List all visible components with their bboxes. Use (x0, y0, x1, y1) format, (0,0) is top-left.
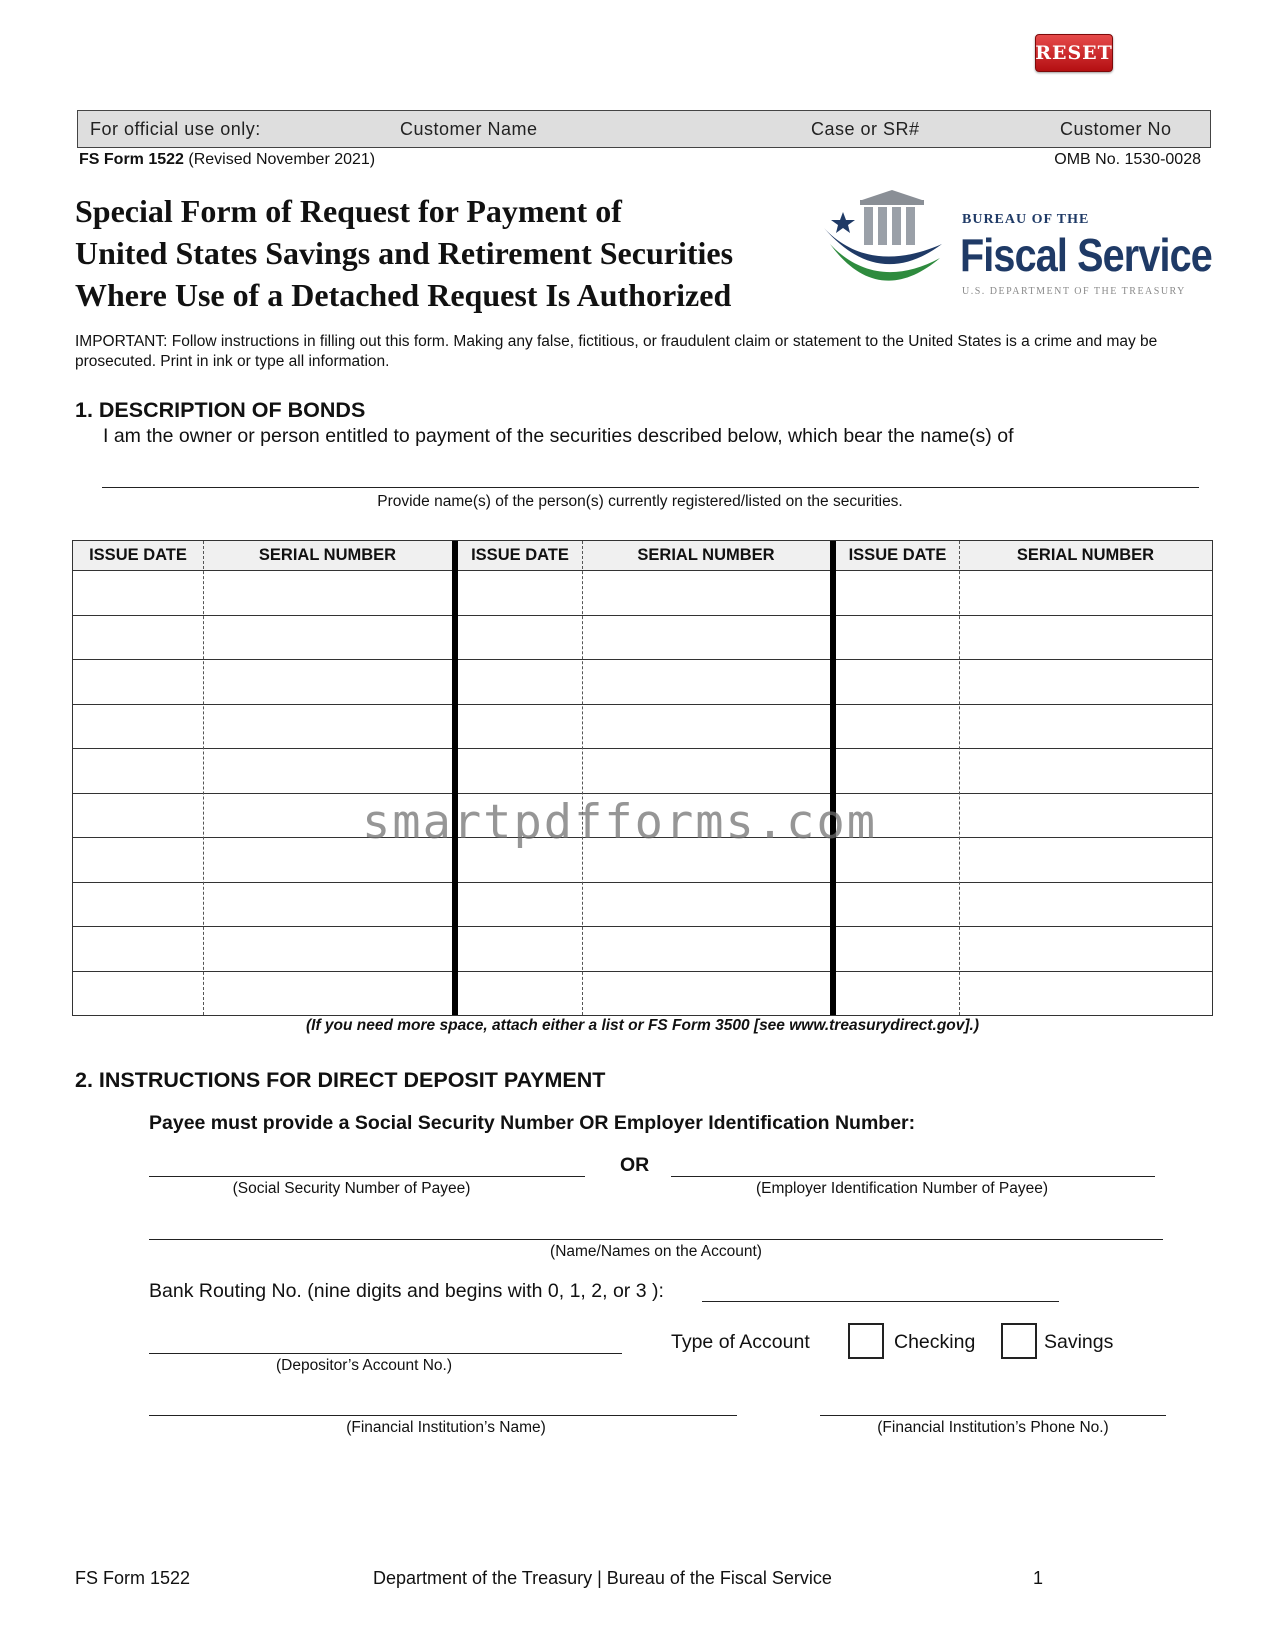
section-1-heading: 1. DESCRIPTION OF BONDS (75, 398, 366, 422)
form-id: FS Form 1522 (79, 151, 184, 168)
title-line-3: Where Use of a Detached Request Is Authorized (75, 277, 732, 313)
column-divider (203, 541, 204, 1015)
column-header-issue-date-1: ISSUE DATE (73, 541, 203, 571)
page-number: 1 (1033, 1568, 1044, 1588)
savings-label: Savings (1044, 1331, 1114, 1353)
form-id-line (79, 151, 375, 169)
owner-statement: I am the owner or person entitled to payment of the securities described below, which bear the name(s) of (103, 425, 1014, 447)
registered-names-line[interactable] (102, 487, 1199, 488)
column-divider (582, 541, 583, 1015)
table-row-divider (73, 926, 1212, 927)
depositor-caption: (Depositor’s Account No.) (275, 1357, 453, 1374)
star-icon (831, 212, 855, 233)
reset-button[interactable]: RESET (1035, 34, 1113, 72)
logo-fiscal-text: Fiscal Service (960, 229, 1212, 281)
savings-checkbox[interactable] (1001, 1323, 1037, 1359)
column-header-issue-date-2: ISSUE DATE (458, 541, 582, 571)
financial-institution-phone-field[interactable] (820, 1415, 1166, 1416)
omb-number: OMB No. 1530-0028 (1054, 151, 1201, 168)
footer-form-id: FS Form 1522 (75, 1568, 191, 1588)
ssn-field[interactable] (149, 1176, 585, 1177)
customer-name-field[interactable]: Customer Name (400, 119, 538, 139)
title-line-1: Special Form of Request for Payment of (75, 193, 622, 229)
section-2-heading: 2. INSTRUCTIONS FOR DIRECT DEPOSIT PAYMENT (75, 1068, 606, 1092)
or-label: OR (620, 1154, 650, 1176)
table-row-divider (73, 615, 1212, 616)
official-use-label: For official use only: (90, 119, 261, 139)
footer-department: Department of the Treasury | Bureau of the Fiscal Service (373, 1568, 832, 1588)
columns-building-icon (860, 190, 924, 245)
registered-names-caption: Provide name(s) of the person(s) currently registered/listed on the securities. (377, 493, 903, 510)
column-header-serial-number-3: SERIAL NUMBER (959, 541, 1212, 571)
official-use-bar (77, 110, 1211, 148)
payee-instruction: Payee must provide a Social Security Number OR Employer Identification Number: (149, 1112, 916, 1134)
logo-dept-text: U.S. DEPARTMENT OF THE TREASURY (962, 286, 1186, 297)
table-row-divider (73, 748, 1212, 749)
routing-number-field[interactable] (702, 1301, 1059, 1302)
column-group-divider (830, 541, 836, 1015)
table-row-divider (73, 971, 1212, 972)
account-names-caption: (Name/Names on the Account) (550, 1243, 762, 1260)
ein-field[interactable] (671, 1176, 1155, 1177)
bonds-table (72, 540, 1213, 1016)
column-divider (959, 541, 960, 1015)
routing-label: Bank Routing No. (nine digits and begins with 0, 1, 2, or 3 ): (149, 1280, 664, 1302)
column-header-issue-date-3: ISSUE DATE (836, 541, 959, 571)
checking-checkbox[interactable] (848, 1323, 884, 1359)
ssn-caption: (Social Security Number of Payee) (232, 1180, 471, 1197)
account-names-field[interactable] (149, 1239, 1163, 1240)
ein-caption: (Employer Identification Number of Payee) (755, 1180, 1049, 1197)
financial-institution-name-field[interactable] (149, 1415, 737, 1416)
column-header-serial-number-1: SERIAL NUMBER (203, 541, 452, 571)
checking-label: Checking (894, 1331, 976, 1353)
column-group-divider (452, 541, 458, 1015)
table-row-divider (73, 659, 1212, 660)
important-notice: IMPORTANT: Follow instructions in filling out this form. Making any false, fictitious, or fraudulent claim or statement to the United States is a crime and may be prosecuted. Print in ink or type all information. (75, 333, 1158, 370)
depositor-account-field[interactable] (149, 1353, 622, 1354)
fi-phone-caption: (Financial Institution’s Phone No.) (877, 1419, 1109, 1436)
customer-no-field[interactable]: Customer No (1060, 119, 1172, 139)
revised-date: (Revised November 2021) (183, 151, 376, 168)
fi-name-caption: (Financial Institution’s Name) (346, 1419, 546, 1436)
account-type-label: Type of Account (671, 1331, 810, 1353)
column-header-serial-number-2: SERIAL NUMBER (582, 541, 830, 571)
table-row-divider (73, 704, 1212, 705)
form-title (75, 190, 733, 316)
table-row-divider (73, 882, 1212, 883)
table-row-divider (73, 793, 1212, 794)
title-line-2: United States Savings and Retirement Securities (75, 235, 734, 271)
logo-bureau-text: BUREAU OF THE (962, 212, 1090, 227)
more-space-note: (If you need more space, attach either a list or FS Form 3500 [see www.treasurydirect.gov].) (305, 1017, 980, 1034)
watermark: smartpdfforms.com (362, 795, 878, 850)
case-sr-field[interactable]: Case or SR# (811, 119, 920, 139)
